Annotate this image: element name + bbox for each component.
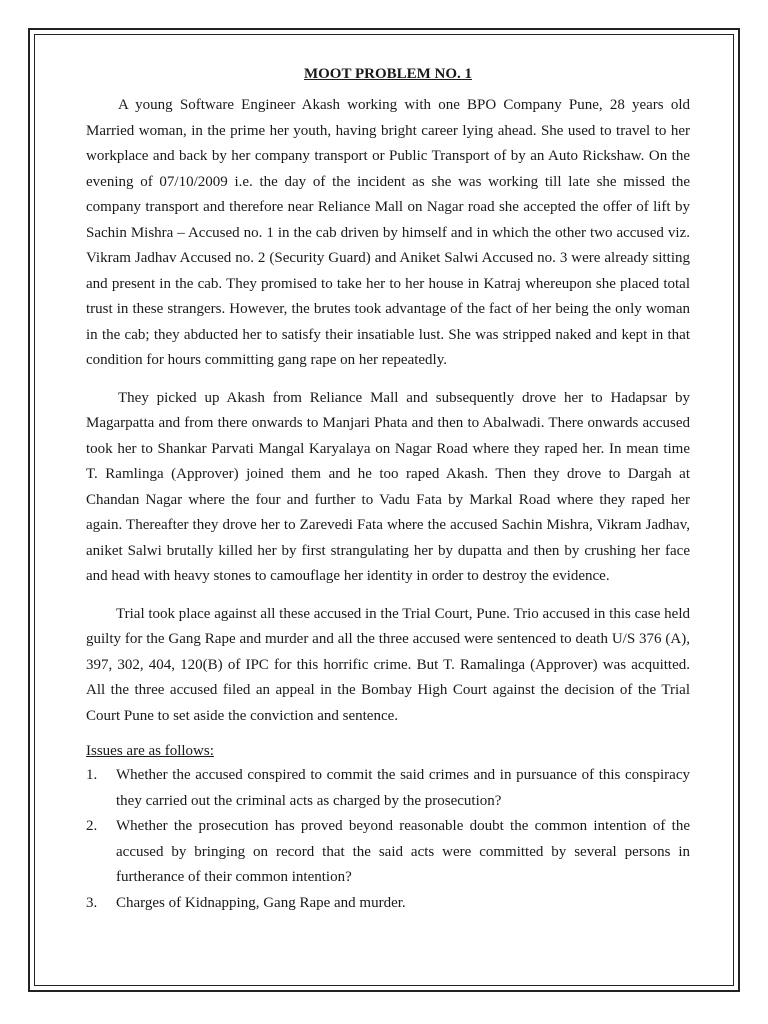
issue-item: [86, 814, 690, 891]
issue-text: Whether the accused conspired to commit the said crimes and in pursuance of this conspiracy they carried out the criminal acts as charged by the prosecution?: [116, 767, 690, 809]
issue-item: [86, 891, 690, 917]
document-title: MOOT PROBLEM NO. 1: [303, 66, 473, 82]
paragraph-1: A young Software Engineer Akash working with one BPO Company Pune, 28 years old Married woman, in the prime her youth, having bright career lying ahead. She used to travel to her workplace and back by her company transport or Public Transport of by an Auto Rickshaw. On the evening of 07/10/2009 i.e. the day of the incident as she was working till late she missed the company transport and therefore near Reliance Mall on Nagar road she accepted the offer of lift by Sachin Mishra – Accused no. 1 in the cab driven by himself and in which the other two accused viz. Vikram Jadhav Accused no. 2 (Security Guard) and Aniket Salwi Accused no. 3 were already sitting and present in the cab. They promised to take her to her house in Katraj whereupon she placed total trust in these strangers. However, the brutes took advantage of the fact of her being the only woman in the cab; they abducted her to satisfy their insatiable lust. She was stripped naked and kept in that condition for hours committing gang rape on her repeatedly.: [86, 97, 690, 368]
paragraph-2: They picked up Akash from Reliance Mall and subsequently drove her to Hadapsar by Magarpatta and from there onwards to Manjari Phata and then to Abalwadi. There onwards accused took her to Shankar Parvati Mangal Karyalaya on Nagar Road where they raped her. In mean time T. Ramlinga (Approver) joined them and he too raped Akash. Then they drove to Dargah at Chandan Nagar where the four and further to Vadu Fata by Markal Road where they raped her again. Thereafter they drove her to Zarevedi Fata where the accused Sachin Mishra, Vikram Jadhav, aniket Salwi brutally killed her by first strangulating her by dupatta and then by crushing her face and head with heavy stones to camouflage her identity in order to destroy the evidence.: [86, 389, 690, 584]
issue-number: 2.: [86, 818, 98, 834]
issue-text: Whether the prosecution has proved beyond reasonable doubt the common intention of the accused by bringing on record that the said acts were committed by several persons in furtherance of their common intention?: [116, 818, 690, 885]
paragraph-3: Trial took place against all these accused in the Trial Court, Pune. Trio accused in this case held guilty for the Gang Rape and murder and all the three accused were sentenced to death U/S 376 (A), 397, 302, 404, 120(B) of IPC for this horrific crime. But T. Ramalinga (Approver) was acquitted. All the three accused filed an appeal in the Bombay High Court against the decision of the Trial Court Pune to set aside the conviction and sentence.: [86, 605, 690, 724]
issue-number: 1.: [86, 767, 98, 783]
issues-heading: Issues are as follows:: [86, 743, 214, 759]
issue-number: 3.: [86, 894, 98, 911]
document-body: [86, 66, 690, 916]
issue-item: [86, 763, 690, 814]
issue-text: Charges of Kidnapping, Gang Rape and murder.: [116, 894, 406, 911]
